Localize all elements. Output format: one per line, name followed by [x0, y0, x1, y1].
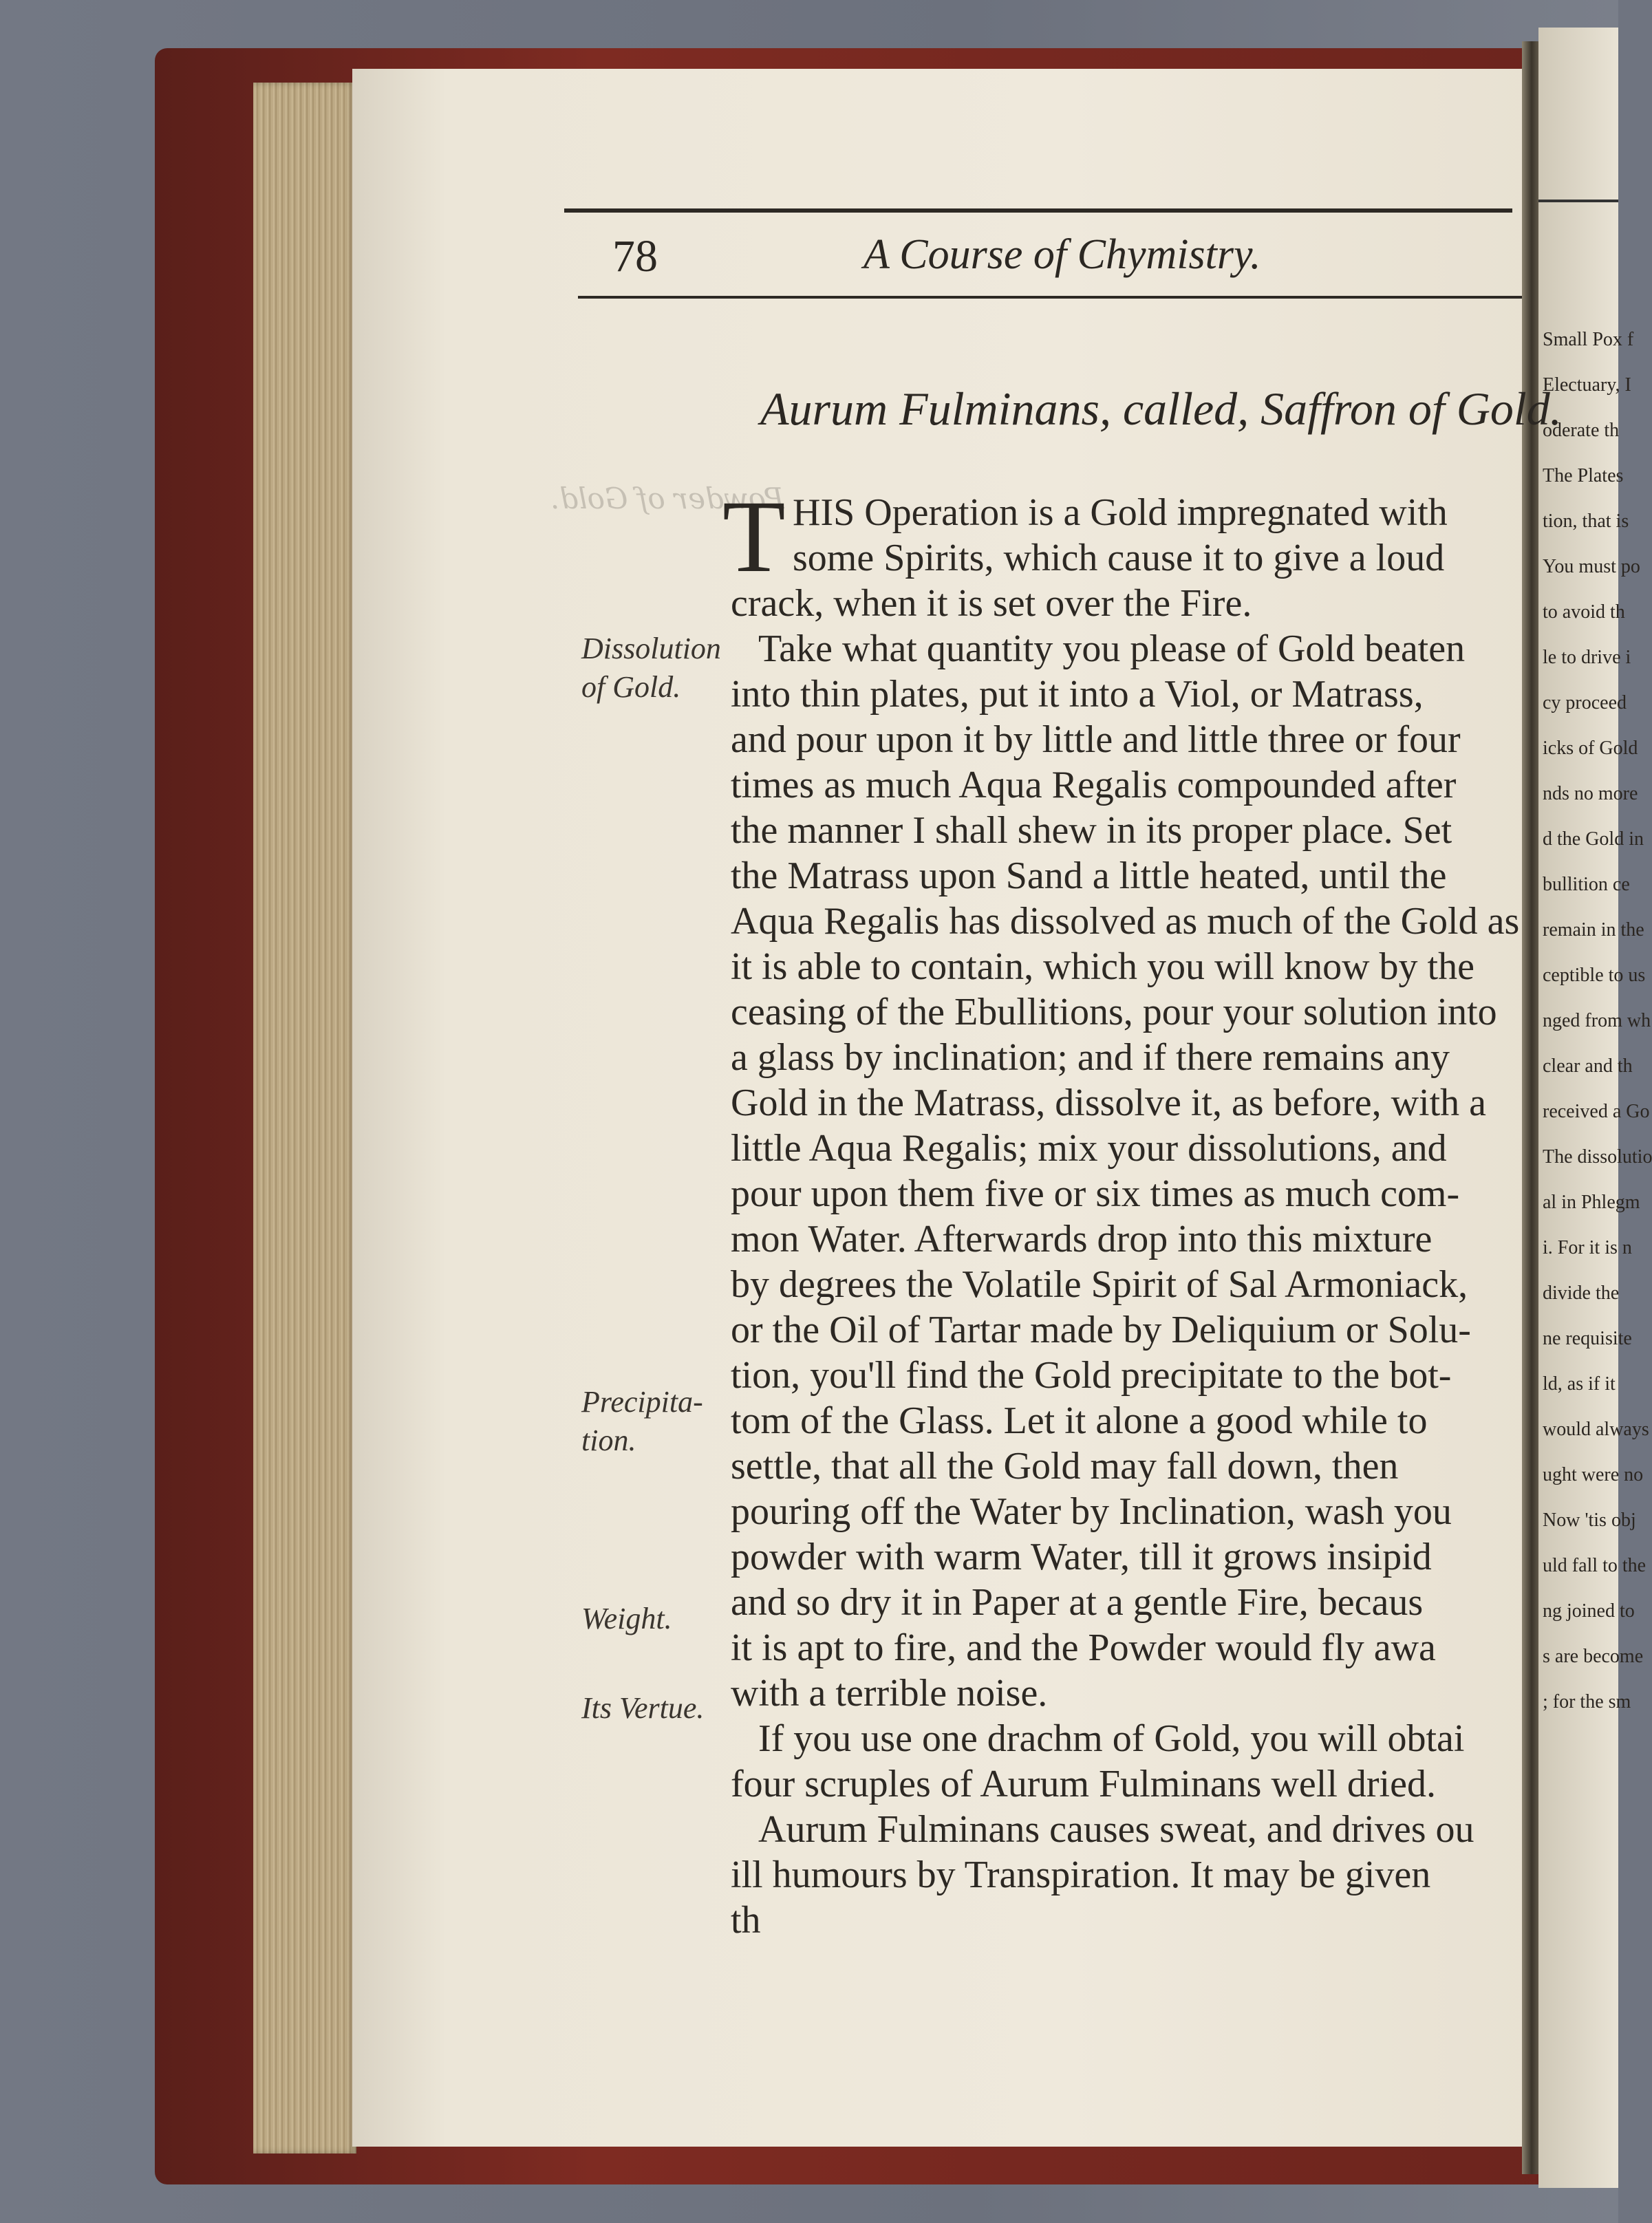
facing-page-fragment: would always: [1543, 1419, 1649, 1440]
body-line: a glass by inclination; and if there remains any: [731, 1036, 1450, 1079]
facing-page-fragment: uld fall to the: [1543, 1555, 1646, 1576]
facing-page-fragment: Now 'tis obj: [1543, 1510, 1636, 1531]
body-line: little Aqua Regalis; mix your dissolutions, and: [731, 1127, 1447, 1170]
page-block-edges: [253, 83, 356, 2154]
facing-page-fragment: ld, as if it: [1543, 1373, 1616, 1395]
facing-page-fragment: d the Gold in: [1543, 828, 1644, 850]
body-line: th: [731, 1899, 761, 1942]
body-line: with a terrible noise.: [731, 1672, 1048, 1715]
body-line: mon Water. Afterwards drop into this mixture: [731, 1218, 1433, 1260]
body-line: some Spirits, which cause it to give a loud: [793, 537, 1445, 579]
body-line: tion, you'll find the Gold precipitate to the bot-: [731, 1354, 1452, 1397]
section-title: Aurum Fulminans, called, Saffron of Gold.: [760, 383, 1562, 435]
facing-page-fragment: nged from wh: [1543, 1010, 1651, 1031]
header-rule-bottom: [578, 296, 1522, 299]
facing-page-fragment: The dissolutio: [1543, 1146, 1652, 1168]
facing-page-fragment: ne requisite: [1543, 1328, 1632, 1349]
facing-page-fragment: ng joined to: [1543, 1600, 1635, 1622]
body-line: Aurum Fulminans causes sweat, and drives ou: [758, 1808, 1474, 1851]
facing-page-fragment: al in Phlegm: [1543, 1192, 1640, 1213]
facing-page-fragment: i. For it is n: [1543, 1237, 1632, 1258]
body-line: settle, that all the Gold may fall down, then: [731, 1445, 1399, 1488]
body-line: four scruples of Aurum Fulminans well dried.: [731, 1763, 1436, 1805]
body-line: tom of the Glass. Let it alone a good while to: [731, 1399, 1428, 1442]
facing-page: [1538, 28, 1652, 2188]
header-rule-top: [564, 208, 1512, 213]
facing-page-fragment: Electuary, I: [1543, 374, 1631, 396]
page-number: 78: [612, 231, 658, 281]
facing-page-fragment: bullition ce: [1543, 874, 1630, 895]
body-line: it is apt to fire, and the Powder would fly awa: [731, 1626, 1436, 1669]
body-line: HIS Operation is a Gold impregnated with: [793, 491, 1448, 534]
body-line: pour upon them five or six times as much com-: [731, 1172, 1460, 1215]
facing-page-fragment: tion, that is: [1543, 511, 1629, 532]
body-line: it is able to contain, which you will know by the: [731, 945, 1474, 988]
show-through-text: Powder of Gold.: [550, 482, 784, 515]
margin-note-precipitation: Precipita- tion.: [581, 1385, 703, 1457]
facing-page-fragment: You must po: [1543, 556, 1640, 577]
body-line: and so dry it in Paper at a gentle Fire, becaus: [731, 1581, 1424, 1624]
facing-page-fragment: divide the: [1543, 1282, 1620, 1304]
facing-page-fragment: clear and th: [1543, 1055, 1633, 1077]
facing-page-fragment: cy proceed: [1543, 692, 1627, 713]
margin-note-vertue: Its Vertue.: [581, 1691, 705, 1725]
body-line: by degrees the Volatile Spirit of Sal Armoniack,: [731, 1263, 1468, 1306]
body-line: If you use one drachm of Gold, you will obtai: [758, 1717, 1465, 1760]
facing-page-fragment: s are become: [1543, 1646, 1644, 1667]
facing-page-fragment: The Plates: [1543, 465, 1624, 486]
facing-page-fragment: le to drive i: [1543, 647, 1631, 668]
body-line: ceasing of the Ebullitions, pour your solution into: [731, 991, 1497, 1033]
facing-page-fragment: remain in the: [1543, 919, 1644, 941]
facing-page-rule: [1538, 200, 1618, 202]
body-line: ill humours by Transpiration. It may be given: [731, 1854, 1431, 1896]
body-line: and pour upon it by little and little three or four: [731, 718, 1461, 761]
drop-cap: T: [722, 480, 786, 594]
running-head: A Course of Chymistry.: [863, 231, 1261, 278]
facing-page-fragment: received a Go: [1543, 1101, 1650, 1122]
margin-note-dissolution: Dissolution of Gold.: [581, 632, 721, 704]
body-line: the Matrass upon Sand a little heated, until the: [731, 855, 1447, 897]
facing-page-fragment: icks of Gold: [1543, 738, 1638, 759]
body-line: Take what quantity you please of Gold beaten: [758, 627, 1466, 670]
body-line: pouring off the Water by Inclination, wash you: [731, 1490, 1452, 1533]
facing-page-fragment: Small Pox f: [1543, 329, 1634, 350]
facing-page-fragment: oderate th: [1543, 420, 1620, 441]
facing-page-fragment: ; for the sm: [1543, 1691, 1631, 1712]
body-line: times as much Aqua Regalis compounded after: [731, 764, 1457, 806]
body-line: Aqua Regalis has dissolved as much of the Gold as: [731, 900, 1520, 943]
body-line: crack, when it is set over the Fire.: [731, 582, 1252, 625]
facing-page-fragment: ught were no: [1543, 1464, 1644, 1485]
body-line: the manner I shall shew in its proper place. Set: [731, 809, 1452, 852]
body-line: powder with warm Water, till it grows insipid: [731, 1536, 1432, 1578]
body-line: or the Oil of Tartar made by Deliquium or Solu-: [731, 1309, 1471, 1351]
body-line: Gold in the Matrass, dissolve it, as before, with a: [731, 1082, 1487, 1124]
facing-page-fragment: nds no more: [1543, 783, 1638, 804]
body-line: into thin plates, put it into a Viol, or Matrass,: [731, 673, 1424, 716]
facing-page-fragment: to avoid th: [1543, 601, 1625, 623]
margin-note-weight: Weight.: [581, 1602, 672, 1635]
facing-page-fragment: ceptible to us: [1543, 965, 1646, 986]
